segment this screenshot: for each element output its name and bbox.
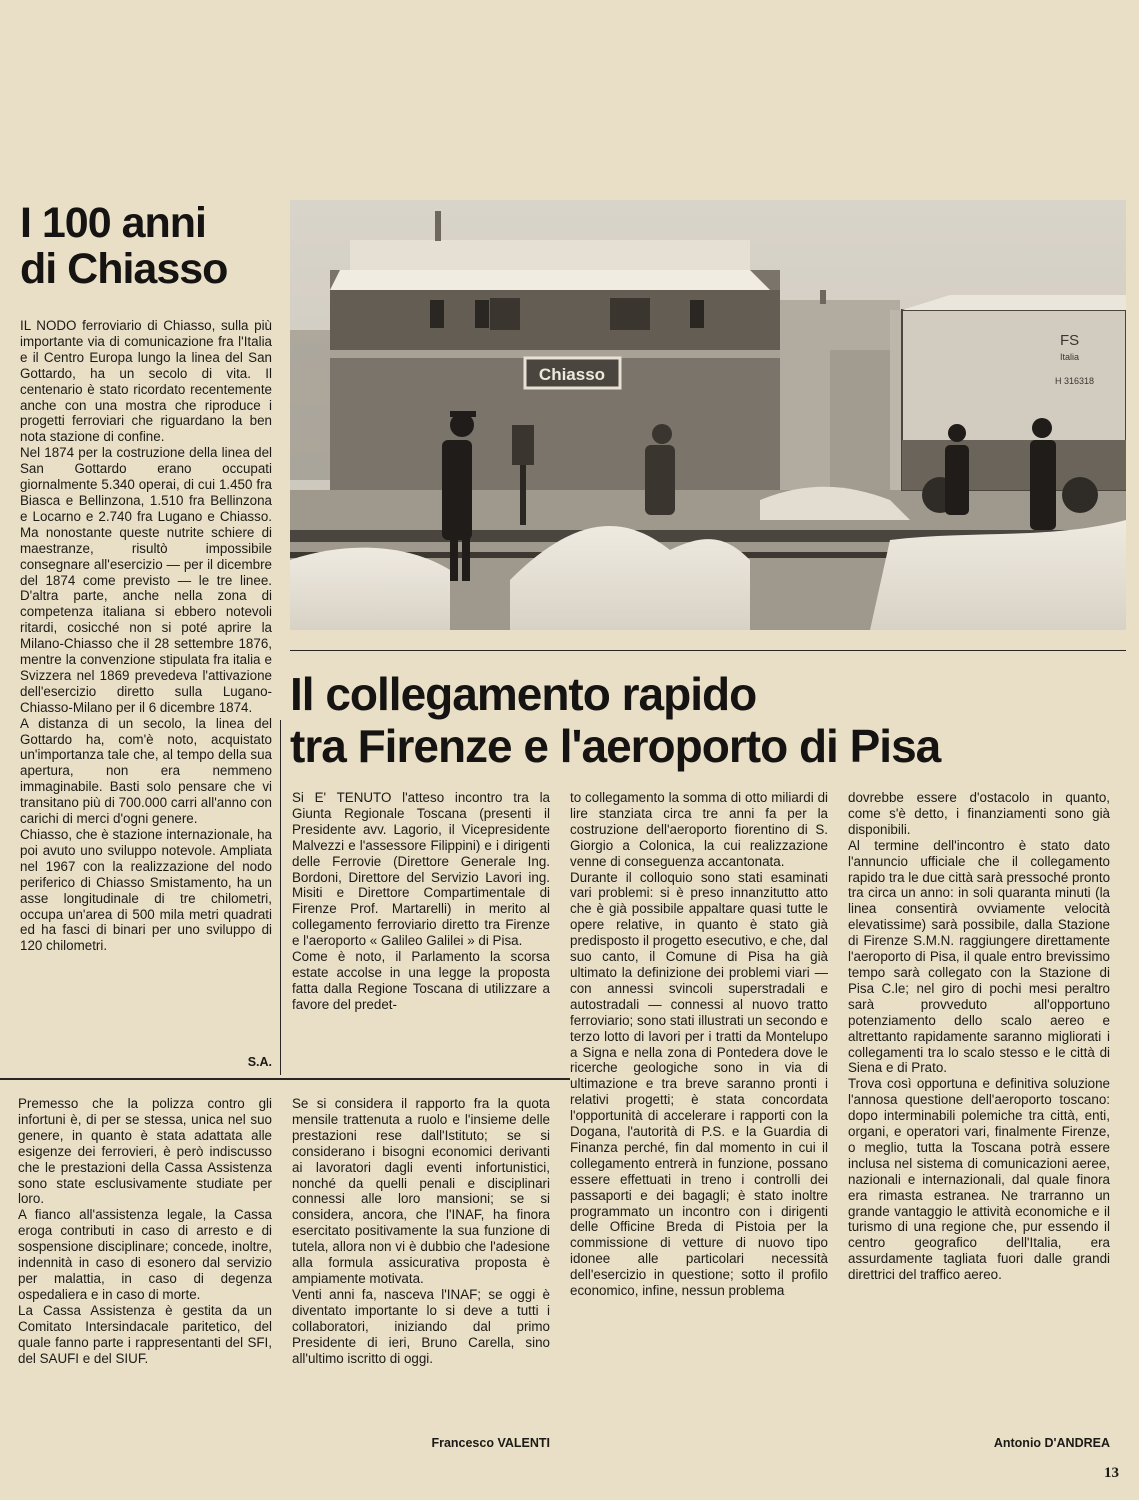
main-article-paragraph: Al termine dell'incontro è stato dato l'annuncio ufficiale che il collegamento rapido tra le due città sarà pressoché pronto tra circa un anno: in soli quaranta minuti (la linea consentirà ovviamente velocità elevatissime) sarà possibile, dalla Stazione di Firenze S.M.N. raggiungere direttamente l'aeroporto di Pisa, il quale entro brevissimo tempo sarà collegato con la Stazione di Pisa C.le; nel giro di pochi mesi peraltro sarà provveduto all'opportuno potenziamento dello scalo aereo e altrettanto rapidamente saranno migliorati i collegamenti tra lo scalo stesso e le città di Siena e di Prato. [848, 837, 1110, 1076]
bottom-article-paragraph: Premesso che la polizza contro gli infortuni è, di per se stessa, unica nel suo genere, in quanto è stata adattata alle esigenze dei ferrovieri, è però indiscusso che le prestazioni della Cassa Assistenza sono state esclusivamente studiate per loro. [18, 1096, 272, 1207]
horizontal-rule [0, 1078, 570, 1080]
bottom-article-column-1 [18, 1096, 272, 1446]
bottom-article-signature: Francesco VALENTI [431, 1436, 550, 1450]
side-article-body [20, 318, 272, 1058]
side-article-title-line2: di Chiasso [20, 245, 228, 293]
side-article-title [20, 200, 270, 292]
wagon-sub-text: Italia [1060, 352, 1080, 362]
main-article-paragraph: Si E' TENUTO l'atteso incontro tra la Giunta Regionale Toscana (presenti il Presidente avv. Lagorio, il Vicepresidente Malvezzi e l'assessore Filippini) e i dirigenti delle Ferrovie (Direttore Generale Ing. Bordoni, Direttore del Servizio Lavori ing. Misiti e Direttore Compartimentale di Firenze Prof. Martarelli) in merito al collegamento ferroviario diretto tra Firenze e l'aeroporto « Galileo Galilei » di Pisa. [292, 790, 550, 949]
wagon-mark-text: FS [1060, 332, 1080, 349]
main-article-signature: Antonio D'ANDREA [993, 1436, 1110, 1450]
main-article-paragraph: Trova così opportuna e definitiva soluzione l'annosa questione dell'aeroporto toscano: dopo interminabili polemiche tra città, enti, organi, e operatori vari, finalmente Firenze, o meglio, tutta la Toscana potrà essere inclusa nel sistema di comunicazioni aeree, nazionali e internazionali, dal quale finora era rimasta estranea. Ne trarranno un grande vantaggio le attività economiche e il turismo di una regione che, pur essendo il centro geografico dell'Italia, era assurdamente tagliata fuori dalle grandi direttrici del traffico aereo. [848, 1076, 1110, 1283]
bottom-article-paragraph: La Cassa Assistenza è gestita da un Comitato Intersindacale paritetico, del quale fanno parte i rappresentanti del SFI, del SAUFI e del SIUF. [18, 1302, 272, 1366]
main-article-paragraph: dovrebbe essere d'ostacolo in quanto, come s'è detto, i finanziamenti sono già disponibili. [848, 790, 1110, 837]
main-article-column-2 [570, 790, 828, 1455]
vertical-rule [280, 720, 281, 1075]
side-article-signature: S.A. [247, 1055, 272, 1069]
station-sign-text: Chiasso [538, 365, 606, 384]
side-article-paragraph: IL NODO ferroviario di Chiasso, sulla più importante via di comunicazione fra l'Italia e il Centro Europa lungo la linea del San Gottardo, ha un secolo di vita. Il centenario è stato ricordato recentemente anche con una mostra che riproduce i progetti ferroviari che riguardano la ben nota stazione di confine. [20, 318, 272, 445]
bottom-article-paragraph: Se si considera il rapporto fra la quota mensile trattenuta a ruolo e l'insieme delle prestazioni rese dall'Istituto; se si considerano i bisogni economici derivanti ai lavoratori dagli eventi infortunistici, nonché da quelli penali e disciplinari connessi alle loro mansioni; se si considera, ancora, che l'INAF, ha finora esercitato positivamente la sua funzione di tutela, allora non vi è dubbio che l'adesione alla formula assicurativa proposta è ampiamente motivata. [292, 1096, 550, 1286]
side-article-title-line1: I 100 anni [20, 199, 206, 247]
top-rule [290, 650, 1126, 651]
main-article-column-3 [848, 790, 1110, 1430]
wagon-number-text: H 316318 [1055, 376, 1095, 386]
main-article-title-line2: tra Firenze e l'aeroporto di Pisa [290, 720, 941, 772]
main-article-paragraph: Come è noto, il Parlamento la scorsa estate accolse in una legge la proposta fatta dalla Regione Toscana di utilizzare a favore del predet- [292, 949, 550, 1012]
bottom-article-paragraph: A fianco all'assistenza legale, la Cassa eroga contributi in caso di arresto e di sospensione disciplinare; concede, inoltre, indennità in caso di esonero dal servizio per malattia, in caso di degenza ospedaliera e in caso di morte. [18, 1207, 272, 1302]
bottom-article-column-2 [292, 1096, 550, 1436]
bottom-article-paragraph: Venti anni fa, nasceva l'INAF; se oggi è diventato importante lo si deve a tutti i collaboratori, iniziando dal primo Presidente di ieri, Bruno Carella, sino all'ultimo iscritto di oggi. [292, 1286, 550, 1366]
page-number: 13 [1104, 1465, 1119, 1481]
main-article-paragraph: Durante il colloquio sono stati esaminati vari problemi: si è preso innanzitutto atto che è già possibile appaltare quasi tutte le opere relative, in quanto è stato già predisposto il progetto esecutivo, e che, dal suo canto, il Comune di Pisa ha già ultimato la definizione dei problemi viari — con annessi svincoli superstradali e autostradali — connessi al nuovo tratto ferroviario; sono stati illustrati un secondo e terzo lotto di lavori per i tratti da Montelupo a Signa e nella zona di Pontedera dove le ricerche geologiche sono in via di ultimazione e tra breve saranno pronti i relativi progetti; è stata concordata l'opportunità di accelerare i rapporti con la Dogana, l'autorità di P.S. e la Guardia di Finanza perché, fin dal momento in cui il collegamento entrerà in funzione, possano essere effettuati in treno i controlli dei passaporti e dei bagagli; è stato inoltre programmato un incontro con i dirigenti delle Officine Breda di Pistoia per la commissione di vetture di nuovo tipo idonee alle particolari necessità dell'esercizio in questione; sotto il profilo economico, infine, nessun problema [570, 869, 828, 1299]
side-article-paragraph: A distanza di un secolo, la linea del Gottardo ha, com'è noto, acquistato un'importanza tale che, al tempo della sua apertura, non era nemmeno immaginabile. Basti solo pensare che vi transitano più di 700.000 carri all'anno con carichi di merci d'ogni genere. [20, 715, 272, 827]
main-article-title-line1: Il collegamento rapido [290, 668, 757, 720]
station-photo [290, 200, 1126, 630]
side-article-paragraph: Nel 1874 per la costruzione della linea del San Gottardo erano occupati giornalmente 5.340 operai, di cui 1.450 fra Biasca e Bellinzona, 1.510 fra Bellinzona e Locarno e 2.740 fra Lugano e Chiasso. Ma nonostante queste nutrite schiere di maestranze, risultò impossibile consegnare all'esercizio — per il dicembre del 1874 come previsto — le tre linee. D'altra parte, anche nella zona di competenza italiana si ebbero notevoli ritardi, cosicché non si poté aprire la Milano-Chiasso che il 28 settembre 1876, mentre la convenzione stipulata fra italia e Svizzera nel 1869 prevedeva l'attivazione dell'esercizio diretto sulla Lugano-Chiasso-Milano per il 6 dicembre 1874. [20, 445, 272, 715]
main-article-paragraph: to collegamento la somma di otto miliardi di lire stanziata circa tre anni fa per la costruzione dell'aeroporto fiorentino di S. Giorgio a Colonica, la cui realizzazione venne di conseguenza accantonata. [570, 790, 828, 869]
side-article-paragraph: Chiasso, che è stazione internazionale, ha poi avuto uno sviluppo notevole. Ampliata nel 1967 con la realizzazione del nodo periferico di Chiasso Smistamento, ha un asse longitudinale di tre chilometri, occupa un'area di 500 mila metri quadrati ed ha fasci di binari per uno sviluppo di 120 chilometri. [20, 827, 272, 954]
main-article-column-1 [292, 790, 550, 1070]
main-article-title [290, 668, 1130, 772]
